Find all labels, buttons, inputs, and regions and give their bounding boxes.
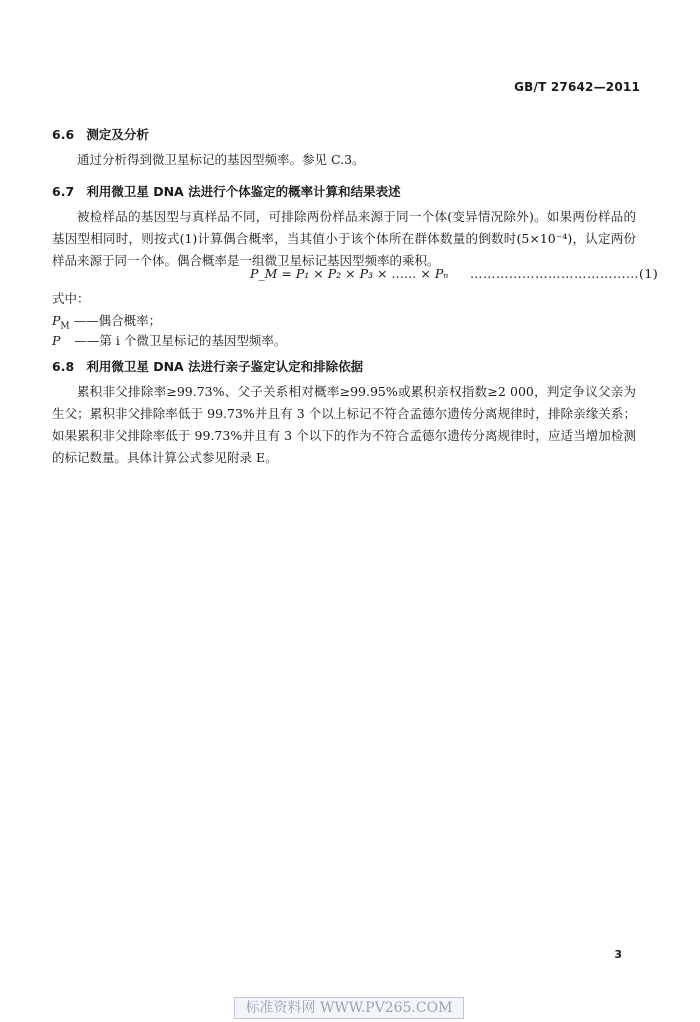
section-heading-6-8 xyxy=(52,357,363,375)
section-number: 6.6 xyxy=(52,127,75,142)
section-6-6-body: 通过分析得到微卫星标记的基因型频率。参见 C.3。 xyxy=(77,152,365,167)
definition-symbol: P xyxy=(52,313,61,328)
watermark-stamp: 标准资料网 WWW.PV265.COM xyxy=(234,997,464,1019)
page-number: 3 xyxy=(614,948,622,961)
definition-pm xyxy=(52,311,161,332)
definition-text: ——第 i 个微卫星标记的基因型频率。 xyxy=(74,333,287,348)
coincidence-probability-formula: P_M = P₁ × P₂ × P₃ × …… × Pₙ xyxy=(250,266,449,281)
section-number: 6.7 xyxy=(52,184,75,199)
section-6-8-body: 累积非父排除率≥99.73%、父子关系相对概率≥99.95%或累积亲权指数≥2 000，判定争议父亲为生父；累积非父排除率低于 99.73%并且有 3 个以上标记不符合孟德尔遗传分离规律时，排除亲缘关系；如果累积非父排除率低于 99.73%并且有 3 个以下的作为不符合孟德尔遗传分离规律时，应适当增加检测的标记数量。具体计算公式参见附录 E。 xyxy=(52,384,636,465)
section-title: 利用微卫星 DNA 法进行个体鉴定的概率计算和结果表述 xyxy=(86,184,401,199)
definition-subscript: M xyxy=(60,321,70,332)
where-label: 式中： xyxy=(52,291,90,306)
definition-symbol: P xyxy=(52,333,61,348)
section-6-7-body: 被检样品的基因型与真样品不同，可排除两份样品来源于同一个体(变异情况除外)。如果两份样品的基因型相同时，则按式(1)计算偶合概率，当其值小于该个体所在群体数量的倒数时(5×10⁻⁴)，认定两份样品来源于同一个体。偶合概率是一组微卫星标记基因型频率的乘积。 xyxy=(52,209,636,268)
section-heading-6-7 xyxy=(52,182,401,200)
standard-number: GB/T 27642—2011 xyxy=(514,80,640,94)
section-number: 6.8 xyxy=(52,359,75,374)
section-title: 测定及分析 xyxy=(86,127,149,142)
section-title: 利用微卫星 DNA 法进行亲子鉴定认定和排除依据 xyxy=(86,359,364,374)
section-heading-6-6 xyxy=(52,125,149,143)
formula-number: …………………………………(1) xyxy=(470,266,659,281)
definition-p xyxy=(52,331,286,349)
definition-text: ——偶合概率； xyxy=(73,313,162,328)
